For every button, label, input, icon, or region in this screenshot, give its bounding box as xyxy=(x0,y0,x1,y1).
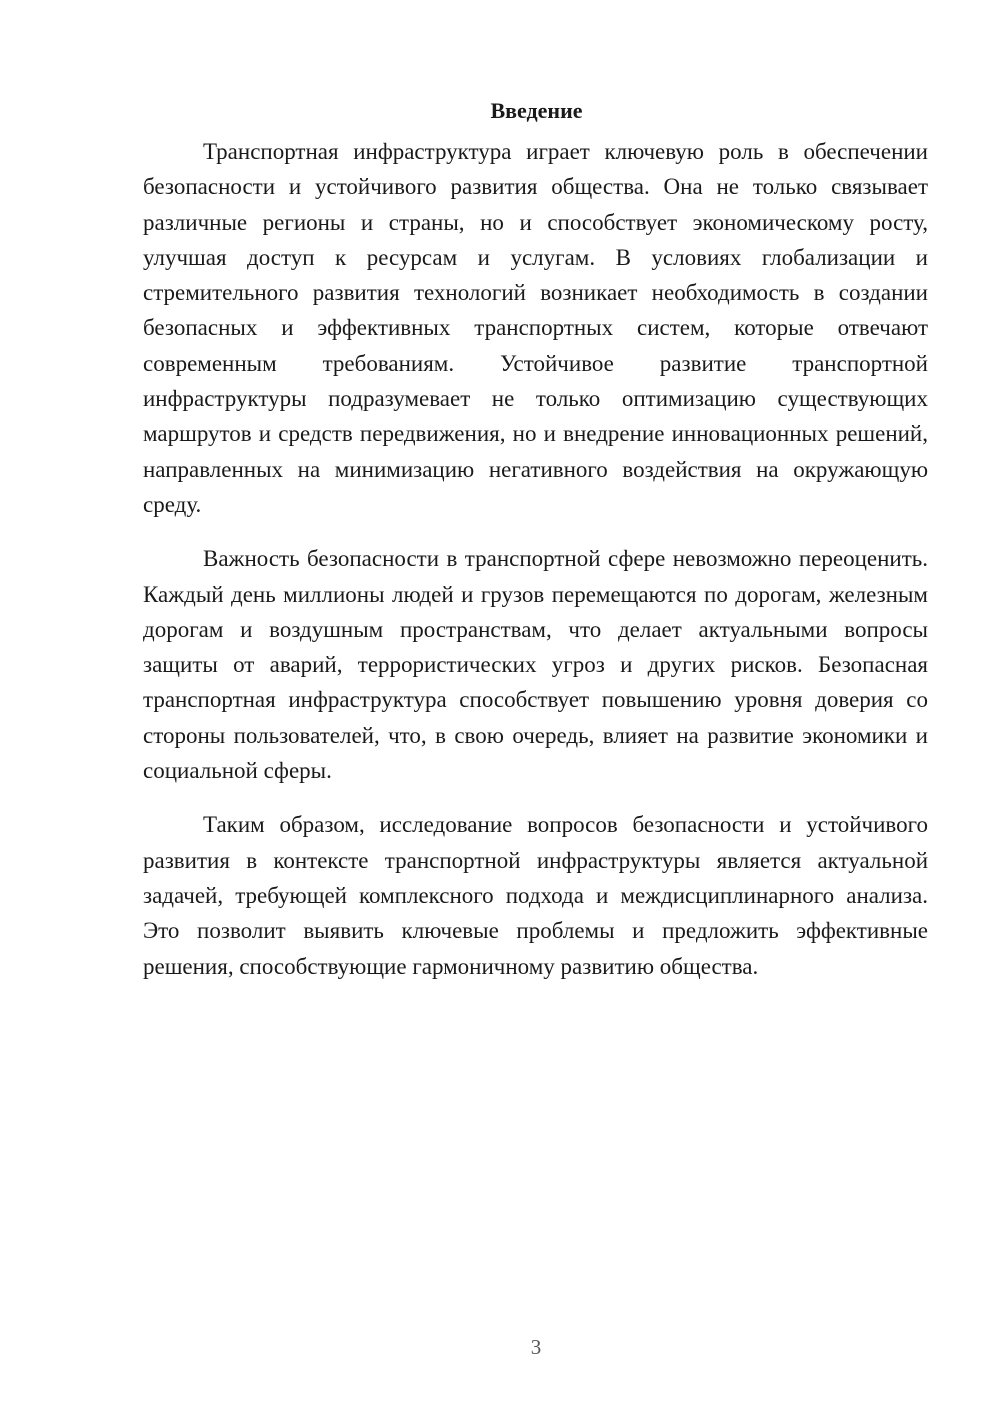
paragraph-intro: Транспортная инфраструктура играет ключевую роль в обеспечении безопасности и устойчивого развития общества. Она не только связывает различные регионы и страны, но и способствует экономическому росту, улучшая доступ к ресурсам и услугам. В условиях глобализации и стремительного развития технологий возникает необходимость в создании безопасных и эффективных транспортных систем, которые отвечают современным требованиям. Устойчивое развитие транспортной инфраструктуры подразумевает не только оптимизацию существующих маршрутов и средств передвижения, но и внедрение инновационных решений, направленных на минимизацию негативного воздействия на окружающую среду. xyxy=(143,139,928,517)
page-content xyxy=(143,96,928,984)
page-number: 3 xyxy=(530,1335,542,1359)
paragraph-conclusion: Таким образом, исследование вопросов безопасности и устойчивого развития в контексте транспортной инфраструктуры является актуальной задачей, требующей комплексного подхода и междисциплинарного анализа. Это позволит выявить ключевые проблемы и предложить эффективные решения, способствующие гармоничному развитию общества. xyxy=(143,812,928,979)
paragraph-safety: Важность безопасности в транспортной сфере невозможно переоценить. Каждый день миллионы людей и грузов перемещаются по дорогам, железным дорогам и воздушным пространствам, что делает актуальными вопросы защиты от аварий, террористических угроз и других рисков. Безопасная транспортная инфраструктура способствует повышению уровня доверия со стороны пользователей, что, в свою очередь, влияет на развитие экономики и социальной сферы. xyxy=(143,546,928,784)
section-title: Введение xyxy=(490,98,583,123)
